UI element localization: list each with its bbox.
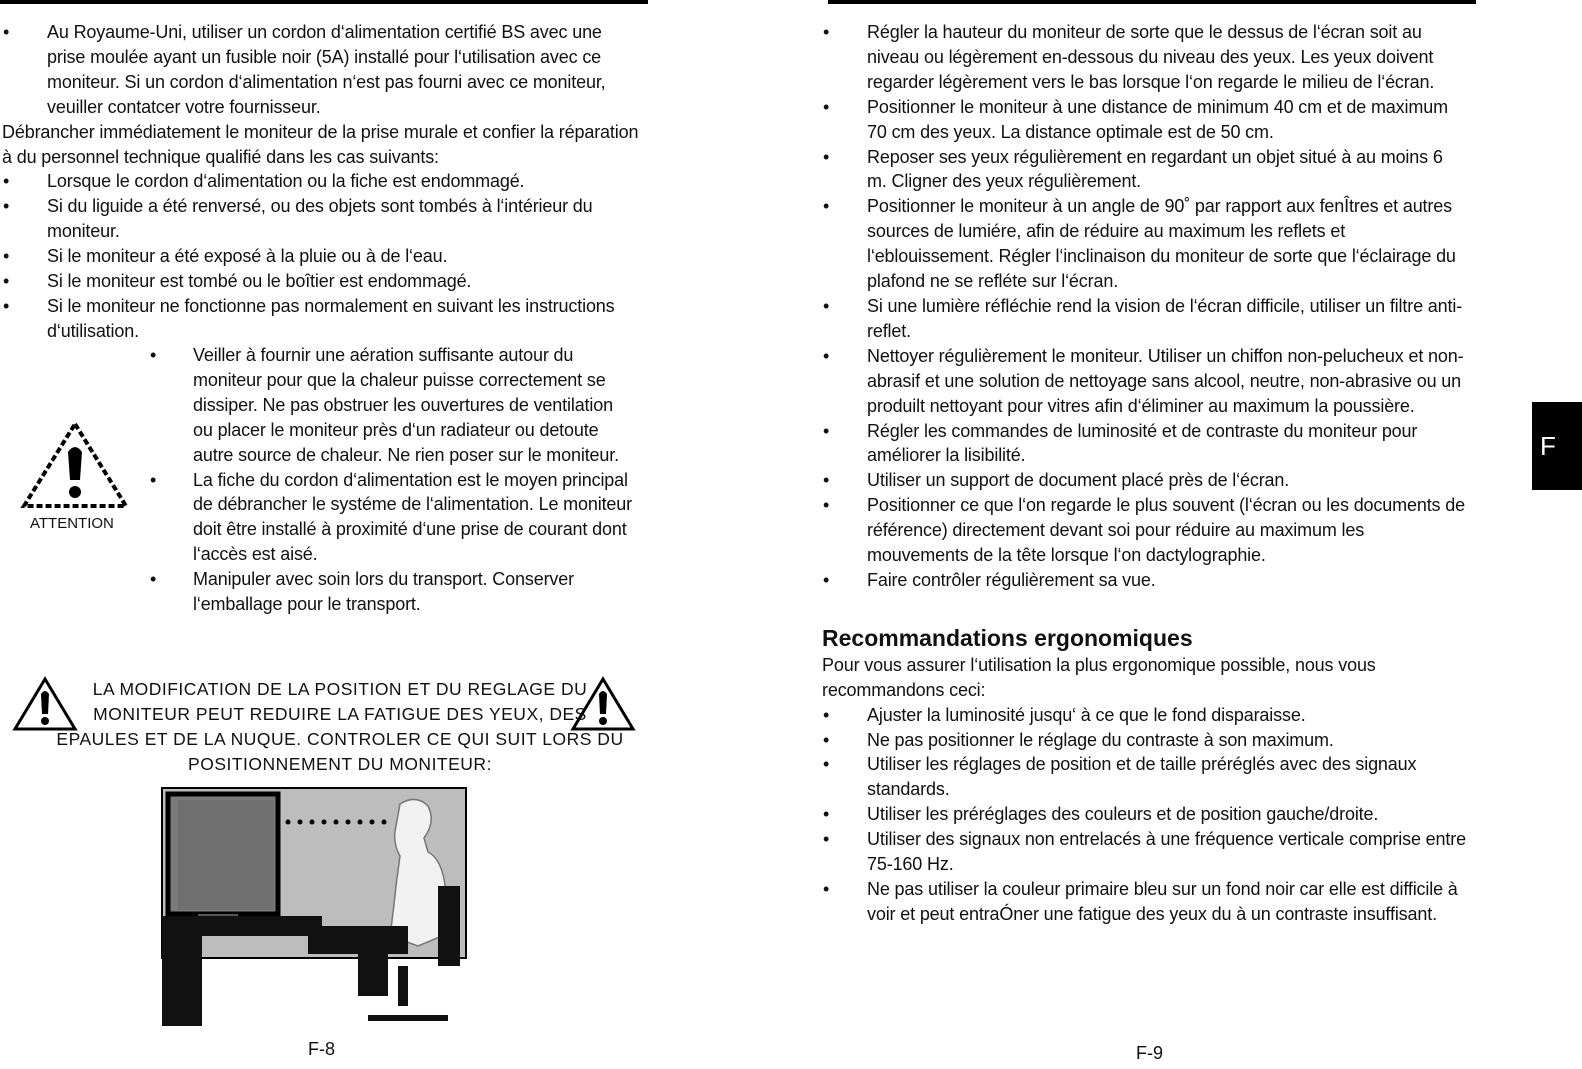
list-item: • Si du liguide a été renversé, ou des objets sont tombés à l‘intérieur du moniteur. xyxy=(2,194,642,244)
attention-label: ATTENTION xyxy=(30,515,114,532)
list-item: • Nettoyer régulièrement le moniteur. Utiliser un chiffon non-pelucheux et non-abrasif et une solution de nettoyage sans alcool, neutre, non-abrasive ou un produilt nettoyant pour vitres afin d‘éliminer au maximum la poussière. xyxy=(822,344,1467,419)
list-item: • La fiche du cordon d‘alimentation est le moyen principal de débrancher le systéme de l‘alimentation. Le moniteur doit être installé à proximité d‘une prise de courant dont l‘accès est aisé. xyxy=(150,468,635,568)
list-item: • Au Royaume-Uni, utiliser un cordon d‘alimentation certifié BS avec une prise moulée ayant un fusible noir (5A) installé pour l‘utilisation avec ce moniteur. Si un cordon d‘alimentation n‘est pas fourni avec ce moniteur, veuiller contatcer votre fournisseur. xyxy=(2,20,642,120)
top-rule-left xyxy=(0,0,648,4)
list-item: • Régler la hauteur du moniteur de sorte que le dessus de l‘écran soit au niveau ou légèrement en-dessous du niveau des yeux. Les yeux doivent regarder légèrement vers le bas lorsque l‘on regarde le milieu de l‘écran. xyxy=(822,20,1467,95)
list-item: • Positionner ce que l‘on regarde le plus souvent (l‘écran ou les documents de référence) directement devant soi pour réduire au maximum les mouvements de la tête lorsque l‘on dactylographie. xyxy=(822,493,1467,568)
list-item: • Positionner le moniteur à un angle de 90˚ par rapport aux fenÎtres et autres sources de lumiére, afin de réduire au maximum les reflets et l‘eblouissement. Régler l‘inclinaison du moniteur de sorte que l‘éclairage du plafond ne se refléte sur l‘écran. xyxy=(822,194,1467,294)
section-tab: F xyxy=(1532,402,1582,490)
list-item: • Positionner le moniteur à une distance de minimum 40 cm et de maximum 70 cm des yeux. La distance optimale est de 50 cm. xyxy=(822,95,1467,145)
page-number-right: F-9 xyxy=(1136,1043,1163,1063)
top-rule-right xyxy=(828,0,1476,4)
list-item: • Utiliser des signaux non entrelacés à une fréquence verticale comprise entre 75-160 Hz. xyxy=(822,827,1467,877)
list-item: • Utiliser un support de document placé près de l‘écran. xyxy=(822,468,1467,493)
section-heading: Recommandations ergonomiques xyxy=(822,624,1193,651)
list-item: • Si le moniteur a été exposé à la pluie ou à de l‘eau. xyxy=(2,244,642,269)
list-item: • Lorsque le cordon d‘alimentation ou la fiche est endommagé. xyxy=(2,169,642,194)
paragraph: Débrancher immédiatement le moniteur de la prise murale et confier la réparation à du personnel technique qualifié dans les cas suivants: xyxy=(2,121,639,167)
ergonomic-posture-illustration xyxy=(158,786,470,1028)
list-item: • Veiller à fournir une aération suffisante autour du moniteur pour que la chaleur puisse correctement se dissiper. Ne pas obstruer les ouvertures de ventilation ou placer le moniteur près d‘un radiateur ou detoute autre source de chaleur. Ne rien poser sur le moniteur. xyxy=(150,343,635,468)
list-item: • Ne pas utiliser la couleur primaire bleu sur un fond noir car elle est difficile à voir et peut entraÓner une fatigue des yeux du à un contraste insuffisant. xyxy=(822,877,1467,927)
list-item: • Si une lumière réfléchie rend la vision de l‘écran difficile, utiliser un filtre anti-reflet. xyxy=(822,294,1467,344)
page-number-left: F-8 xyxy=(308,1039,335,1059)
attention-list xyxy=(150,343,635,617)
attention-warning-icon xyxy=(20,420,130,510)
list-item: • Si le moniteur est tombé ou le boîtier est endommagé. xyxy=(2,269,642,294)
list-item: • Ajuster la luminosité jusqu‘ à ce que le fond disparaisse. xyxy=(822,703,1467,728)
list-item: • Reposer ses yeux régulièrement en regardant un objet situé à au moins 6 m. Cligner des yeux régulièrement. xyxy=(822,145,1467,195)
list-item: • Manipuler avec soin lors du transport. Conserver l‘emballage pour le transport. xyxy=(150,567,635,617)
paragraph: Pour vous assurer l‘utilisation la plus ergonomique possible, nous vous recommandons ceci: xyxy=(822,654,1376,700)
list-item: • Faire contrôler régulièrement sa vue. xyxy=(822,568,1467,593)
list-item: • Si le moniteur ne fonctionne pas normalement en suivant les instructions d‘utilisation. xyxy=(2,294,642,344)
list-item: • Régler les commandes de luminosité et de contraste du moniteur pour améliorer la lisibilité. xyxy=(822,419,1467,469)
right-column xyxy=(822,20,1467,927)
left-top-section xyxy=(2,20,642,344)
list-item: • Utiliser les réglages de position et de taille préréglés avec des signaux standards. xyxy=(822,752,1467,802)
list-item: • Ne pas positionner le réglage du contraste à son maximum. xyxy=(822,728,1467,753)
notice-text: LA MODIFICATION DE LA POSITION ET DU REGLAGE DU MONITEUR PEUT REDUIRE LA FATIGUE DES YEUX, DES EPAULES ET DE LA NUQUE. CONTROLER CE QUI SUIT LORS DU POSITIONNEMENT DU MONITEUR: xyxy=(56,679,624,774)
list-item: • Utiliser les préréglages des couleurs et de position gauche/droite. xyxy=(822,802,1467,827)
